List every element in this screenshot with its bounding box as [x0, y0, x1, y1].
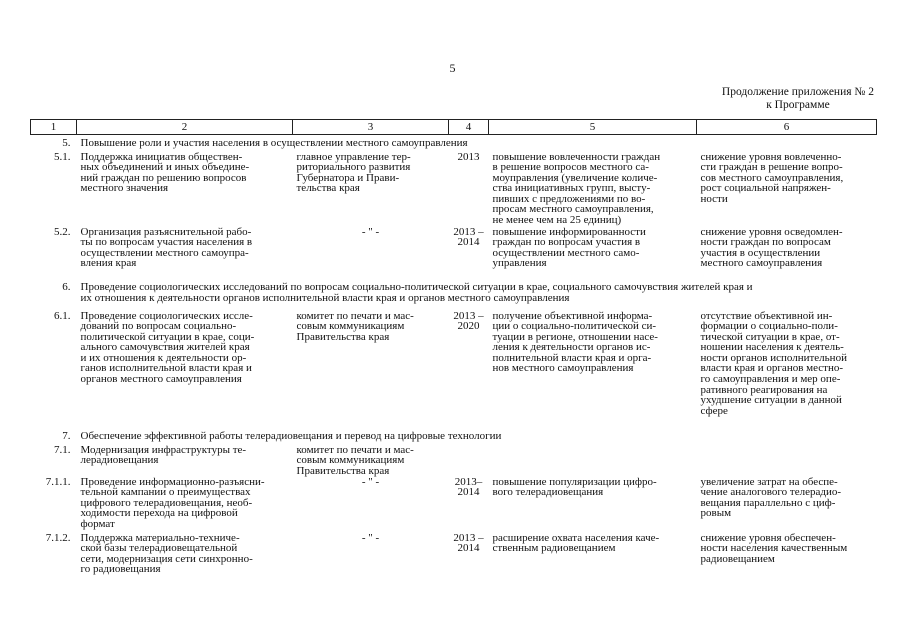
row-number: 6.1. — [54, 309, 71, 322]
expected-result: получение объективной информа- ции о социально-политической си- туации в регионе, отношении насе- ления к деятельности органов ис- полнительной власти края и орга- нов местного самоуправления — [492, 309, 658, 375]
executor: комитет по печати и мас- совым коммуникациям Правительства края — [296, 309, 414, 343]
expected-result: расширение охвата населения каче- ственным радиовещанием — [492, 531, 660, 555]
section-title: Проведение социологических исследований по вопросам социально-политической ситуации в крае, социального самочувствия жителей края и их отношения к деятельности органов исполнительной власти края и органов местного самоуправления — [80, 280, 753, 304]
term — [449, 445, 489, 477]
consequences: снижение уровня обеспечен- ности населения качественным радиовещанием — [700, 531, 848, 565]
item-row — [31, 311, 877, 428]
activity-name: Проведение социологических иссле- дований по вопросам социально- политической ситуации в крае, соци- ального самочувствия жителей края и их отношения к деятельности ор- ганов исполнительной власти края и органов местного самоуправления — [80, 309, 255, 386]
page-number: 5 — [449, 61, 456, 75]
expected-result: повышение популяризации цифро- вого телерадиовещания — [492, 475, 657, 499]
row-number: 7.1.2. — [45, 531, 71, 544]
column-header: 4 — [449, 120, 489, 135]
column-header: 5 — [489, 120, 697, 135]
consequences: снижение уровня вовлеченно- сти граждан в решение вопро- сов местного самоуправления, рост социальной напряжен- ности — [700, 150, 844, 205]
consequences: отсутствие объективной ин- формации о социально-поли- тической ситуации в крае, от- ношении населения к деятель- ности органов исполнительной власти края и органов местно- го самоуправления и мер опе- ративного реагирования на ухудшение ситуации в данной сфере — [700, 309, 847, 417]
section-row — [31, 135, 877, 152]
program-table-body — [31, 120, 877, 583]
program-table — [30, 119, 877, 583]
column-header: 1 — [31, 120, 77, 135]
executor: комитет по печати и мас- совым коммуникациям Правительства края — [296, 443, 414, 477]
term: 2013 – 2014 — [453, 531, 484, 555]
row-number: 5.2. — [54, 225, 71, 238]
row-number: 5.1. — [54, 150, 71, 163]
row-number: 7. — [62, 429, 71, 442]
item-row — [31, 533, 877, 583]
expected-result: повышение вовлеченности граждан в решение вопросов местного са- моуправления (увеличение количе- ства инициативных групп, высту- пивших с предложениями по во- просам местного самоуправления, не менее чем на 25 единиц) — [492, 150, 661, 227]
row-number: 6. — [62, 280, 71, 293]
column-header: 2 — [77, 120, 293, 135]
row-number: 5. — [62, 137, 71, 149]
term: 2013 — [457, 150, 480, 163]
column-header-row — [31, 120, 877, 135]
item-row — [31, 477, 877, 533]
row-number: 7.1. — [54, 443, 71, 456]
activity-name: Модернизация инфраструктуры те- лерадиовещания — [80, 443, 247, 467]
row-number: 7.1.1. — [45, 475, 71, 488]
activity-name: Организация разъяснительной рабо- ты по вопросам участия населения в осуществлении местного самоупра- вления края — [80, 225, 253, 270]
expected-result: повышение информированности граждан по вопросам участия в осуществлении местного само- управления — [492, 225, 646, 270]
executor: главное управление тер- риториального развития Губернатора и Прави- тельства края — [296, 150, 411, 195]
item-row — [31, 152, 877, 227]
section-row — [31, 428, 877, 445]
column-header: 6 — [697, 120, 877, 135]
appendix-note-line1: Продолжение приложения № 2 — [721, 86, 874, 98]
activity-name: Проведение информационно-разъясни- тельной кампании о преимуществах цифрового телерадиовещания, необ- ходимости перехода на цифровой формат — [80, 475, 265, 530]
item-row — [31, 445, 877, 477]
section-title: Повышение роли и участия населения в осуществлении местного самоуправления — [80, 137, 468, 149]
term: 2013 – 2014 — [453, 225, 484, 249]
activity-name: Поддержка материально-техниче- ской базы телерадиовещательной сети, модернизация сети синхронно- го радиовещания — [80, 531, 253, 576]
section-title: Обеспечение эффективной работы телерадиовещания и перевод на цифровые технологии — [80, 429, 502, 442]
appendix-note — [722, 86, 874, 112]
section-row — [31, 279, 877, 311]
consequences — [697, 445, 877, 477]
consequences: увеличение затрат на обеспе- чение аналогового телерадио- вещания параллельно с циф- ровым — [700, 475, 841, 520]
activity-name: Поддержка инициатив обществен- ных объединений и иных объедине- ний граждан по решению вопросов местного значения — [80, 150, 250, 195]
executor: - " - — [361, 225, 380, 238]
executor: - " - — [361, 475, 380, 488]
column-header: 3 — [293, 120, 449, 135]
expected-result — [489, 445, 697, 477]
item-row — [31, 227, 877, 279]
executor: - " - — [361, 531, 380, 544]
consequences: снижение уровня осведомлен- ности граждан по вопросам участия в осуществлении местного самоуправления — [700, 225, 843, 270]
appendix-note-line2: к Программе — [766, 99, 830, 111]
term: 2013– 2014 — [454, 475, 483, 499]
term: 2013 – 2020 — [453, 309, 484, 333]
